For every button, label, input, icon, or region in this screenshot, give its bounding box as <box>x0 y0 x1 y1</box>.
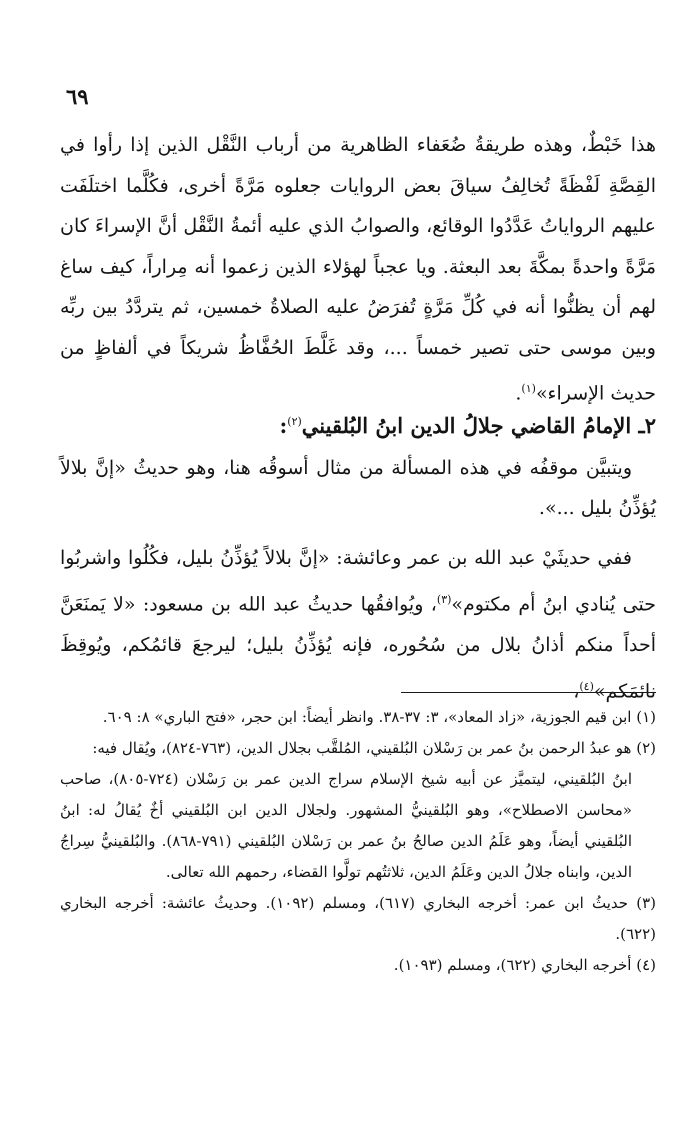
footnote-2-continuation: ابنُ البُلقيني، ليتميَّز عن أبيه شيخ الإسلام سراج الدين عمر بن رَسْلان (٧٢٤-٨٠٥)، صاحب «محاسن الاصطلاح»، وهو البُلقينيُّ المشهور. ولجلال الدين ابن البُلقيني أخٌ يُقالُ له: ابنُ البُلقيني أيضاً، وهو عَلَمُ الدين صالحُ بنُ عمر بن رَسْلان البُلقيني (٧٩١-٨٦٨). والبُلقينيُّ سِراجُ الدين، وابناه جلالُ الدين وعَلَمُ الدين، ثلاثتُهم تولَّوا القضاء، رحمهم الله تعالى. <box>60 770 632 881</box>
footnotes <box>60 702 656 981</box>
heading-colon: : <box>279 413 288 438</box>
paragraph-end: . <box>515 381 522 404</box>
paragraph-hadith <box>60 538 656 713</box>
footnote-2: (٢) هو عبدُ الرحمن بنُ عمر بن رَسْلان البُلقيني، المُلقَّب بجلال الدين، (٧٦٣-٨٢٤)، ويُقال فيه: <box>92 739 656 757</box>
section-heading <box>280 413 656 438</box>
heading-text: ٢ـ الإمامُ القاضي جلالُ الدين ابنُ البُلقيني <box>301 413 656 438</box>
footnote-ref-4[interactable]: (٤) <box>579 680 594 694</box>
paragraph-text-part2: ، ويُوافقُها حديثُ عبد الله بن مسعود: «لا يَمنَعَنَّ أحداً منكم أذانُ بلال من سُحُوره، فإنه يُؤذِّنُ بليل؛ ليرجعَ قائمُكم، ويُوقِظَ نائمَكم» <box>60 593 656 703</box>
footnote-3: (٣) حديثُ ابن عمر: أخرجه البخاري (٦١٧)، ومسلم (١٠٩٢). وحديثُ عائشة: أخرجه البخاري (٦٢٢). <box>60 894 656 943</box>
paragraph-intro <box>60 448 656 528</box>
page-number: ٦٩ <box>66 84 89 109</box>
footnote-separator <box>401 692 656 693</box>
paragraph-quote-continuation <box>60 125 656 413</box>
footnote-ref-3[interactable]: (٣) <box>436 593 452 606</box>
paragraph-text-part1: ففي حديثَيْ عبد الله بن عمر وعائشة: «إنَّ بلالاً يُؤذِّنُ بليل، فكُلُوا واشربُوا حتى يُنادي ابنُ أم مكتوم» <box>60 547 656 616</box>
paragraph-text-part3: ، <box>573 680 580 703</box>
footnote-ref-1[interactable]: (١) <box>521 381 536 395</box>
paragraph-text: هذا خَبْطٌ، وهذه طريقةُ ضُعَفاء الظاهرية من أرباب النَّقْل الذين إذا رأوا في القِصَّةِ لَفْظَةً تُخالِفُ سياقَ بعض الروايات جعلوه مَرَّةً أخرى، فكُلَّما اختلَفَت عليهم الرواياتُ عَدَّدُوا الوقائع، والصوابُ الذي عليه أئمةُ النَّقْل أنَّ الإسراءَ كان مَرَّةً واحدةً بمكَّةَ بعد البعثة. ويا عجباً لهؤلاء الذين زعموا أنه مِراراً، كيف ساغ لهم أن يظنُّوا أنه في كُلِّ مَرَّةٍ تُفرَضُ عليه الصلاةُ خمسين، ثم يتردَّدُ بين ربِّه وبين موسى حتى تصير خمساً ...، وقد غَلَّطَ الحُفَّاظُ شريكاً في ألفاظٍ من حديث الإسراء» <box>60 134 656 404</box>
footnote-4: (٤) أخرجه البخاري (٦٢٢)، ومسلم (١٠٩٣). <box>393 956 656 974</box>
footnote-ref-2[interactable]: (٢) <box>287 415 302 428</box>
footnote-1: (١) ابن قيم الجوزية، «زاد المعاد»، ٣: ٣٧-٣٨. وانظر أيضاً: ابن حجر، «فتح الباري» ٨: ٦٠٩. <box>102 708 656 726</box>
paragraph-text: ويتبيَّن موقفُه في هذه المسألة من مثال أسوقُه هنا، وهو حديثُ «إنَّ بلالاً يُؤذِّنُ بليل ...». <box>60 457 656 519</box>
